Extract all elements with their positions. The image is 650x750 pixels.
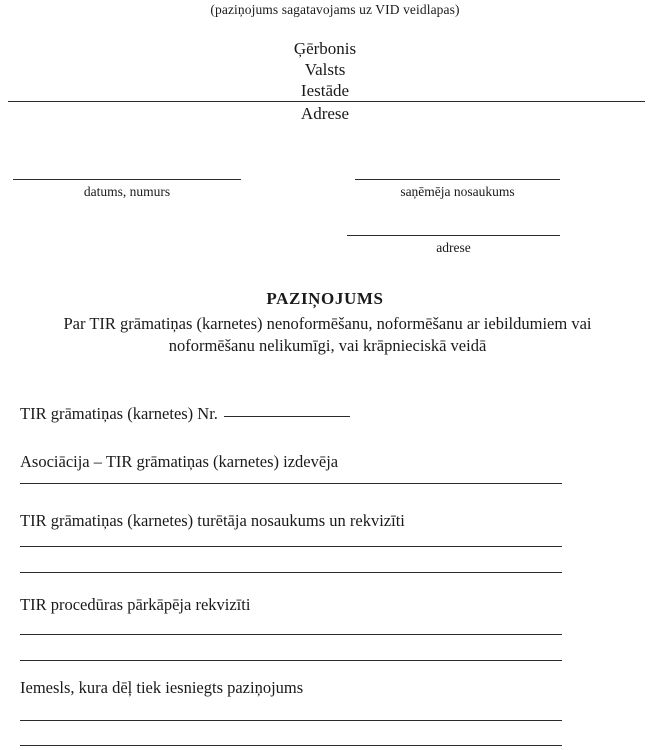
recipient-name-block xyxy=(355,179,560,200)
violator-input-line-2[interactable] xyxy=(20,660,562,661)
holder-label: TIR grāmatiņas (karnetes) turētāja nosaukums un rekvizīti xyxy=(20,511,405,530)
holder-input-line-2[interactable] xyxy=(20,572,562,573)
violator-input-line-1[interactable] xyxy=(20,634,562,635)
letterhead-line-institution: Iestāde xyxy=(300,81,350,100)
recipient-address-caption: adrese xyxy=(436,240,471,255)
date-number-block xyxy=(13,179,241,200)
letterhead-divider xyxy=(8,101,645,102)
violator-label: TIR procedūras pārkāpēja rekvizīti xyxy=(20,595,251,614)
carnet-number-field xyxy=(20,404,350,424)
form-source-note: (paziņojums sagatavojams uz VID veidlapas) xyxy=(210,2,460,17)
reason-input-line-2[interactable] xyxy=(20,745,562,746)
document-subtitle-line-2: noformēšanu nelikumīgi, vai krāpnieciskā veidā xyxy=(168,336,487,355)
association-input-line-1[interactable] xyxy=(20,483,562,484)
recipient-address-block xyxy=(347,235,560,256)
holder-input-line-1[interactable] xyxy=(20,546,562,547)
reason-label: Iemesls, kura dēļ tiek iesniegts paziņojums xyxy=(20,678,304,697)
carnet-number-label: TIR grāmatiņas (karnetes) Nr. xyxy=(20,404,218,423)
date-number-caption: datums, numurs xyxy=(83,184,171,199)
letterhead xyxy=(0,38,650,101)
document-subtitle-line-1: Par TIR grāmatiņas (karnetes) nenoformēšanu, noformēšanu ar iebildumiem vai xyxy=(63,314,592,333)
carnet-number-input[interactable] xyxy=(224,404,350,417)
letterhead-line-emblem: Ģērbonis xyxy=(293,39,357,58)
document-subtitle xyxy=(55,313,600,357)
association-label: Asociācija – TIR grāmatiņas (karnetes) izdevēja xyxy=(20,452,339,471)
recipient-name-caption: saņēmēja nosaukums xyxy=(400,184,515,199)
reason-input-line-1[interactable] xyxy=(20,720,562,721)
document-title: PAZIŅOJUMS xyxy=(266,289,384,308)
letterhead-line-address: Adrese xyxy=(300,104,350,123)
letterhead-line-state: Valsts xyxy=(304,60,346,79)
